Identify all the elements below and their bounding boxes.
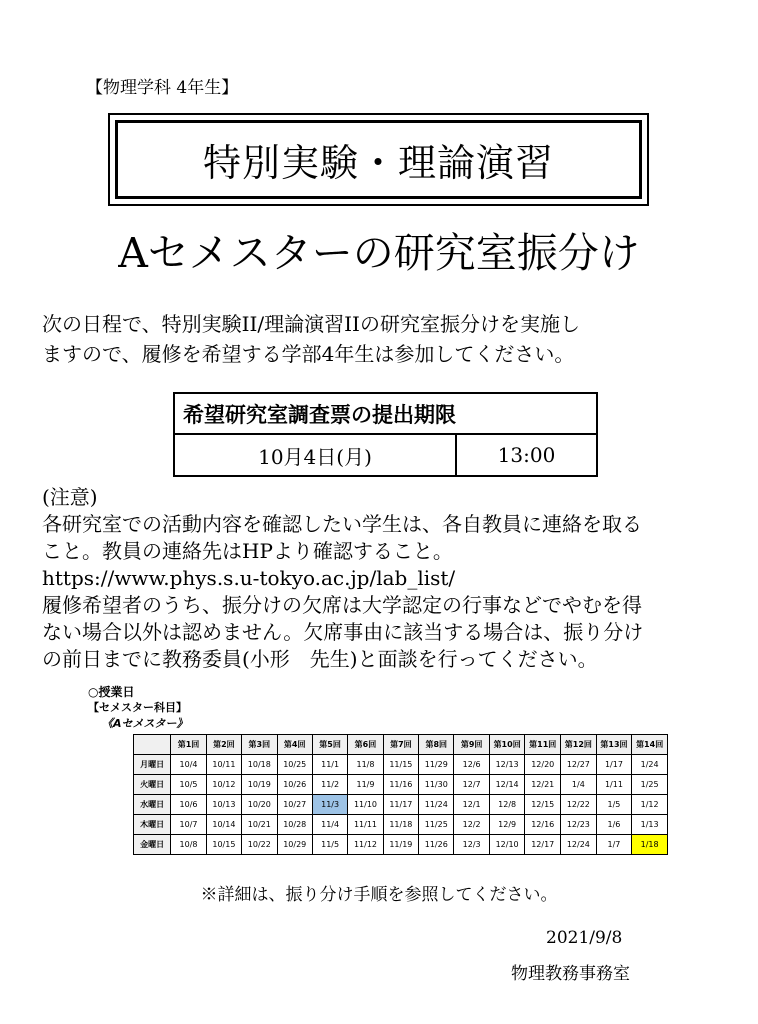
session-header: 第2回 [206,735,241,755]
class-date-cell: 12/13 [489,755,525,775]
class-date-cell: 11/18 [383,815,418,835]
class-date-cell: 12/14 [489,775,525,795]
notes-line: ない場合以外は認めません。欠席事由に該当する場合は、振り分け [42,620,644,644]
class-date-cell: 10/29 [277,835,312,855]
session-header: 第3回 [242,735,277,755]
schedule-row [134,775,668,795]
class-date-cell: 10/15 [206,835,241,855]
schedule-row [134,795,668,815]
notes-section [42,484,732,673]
session-header: 第8回 [419,735,454,755]
schedule-header-row [134,735,668,755]
schedule-heading: ○授業日 [88,685,135,699]
class-date-cell: 1/4 [561,775,597,795]
class-date-cell: 1/13 [632,815,668,835]
class-date-cell: 1/17 [596,755,632,775]
schedule-section [88,684,668,855]
schedule-row [134,755,668,775]
session-header: 第13回 [596,735,632,755]
session-header: 第12回 [561,735,597,755]
session-header: 第10回 [489,735,525,755]
class-date-cell: 11/24 [419,795,454,815]
session-header: 第14回 [632,735,668,755]
notes-line: の前日までに教務委員(小形 先生)と面談を行ってください。 [42,647,598,671]
class-date-cell: 12/1 [454,795,489,815]
schedule-subheading: 【セメスター科目】 [88,701,187,714]
class-date-cell: 12/17 [525,835,561,855]
session-header: 第4回 [277,735,312,755]
class-date-cell: 11/8 [348,755,383,775]
deadline-box [173,392,598,477]
class-date-cell: 10/13 [206,795,241,815]
notes-heading: (注意) [42,485,98,509]
class-date-cell: 12/6 [454,755,489,775]
intro-line: ますので、履修を希望する学部4年生は参加してください。 [42,342,575,366]
class-date-cell: 12/24 [561,835,597,855]
class-date-cell: 12/20 [525,755,561,775]
class-date-cell: 12/9 [489,815,525,835]
class-date-cell: 12/2 [454,815,489,835]
class-date-cell: 10/21 [242,815,277,835]
weekday-label: 木曜日 [134,815,171,835]
class-date-cell: 10/4 [171,755,206,775]
session-header: 第9回 [454,735,489,755]
notes-line: 履修希望者のうち、振分けの欠席は大学認定の行事などでやむを得 [42,593,642,617]
class-date-cell: 11/15 [383,755,418,775]
class-date-cell: 10/7 [171,815,206,835]
weekday-label: 水曜日 [134,795,171,815]
class-date-cell: 11/9 [348,775,383,795]
schedule-row [134,835,668,855]
class-date-cell: 1/25 [632,775,668,795]
class-date-cell: 11/5 [312,835,347,855]
class-date-cell: 12/16 [525,815,561,835]
class-date-cell: 11/29 [419,755,454,775]
class-date-cell: 10/14 [206,815,241,835]
class-date-cell: 11/2 [312,775,347,795]
deadline-row [175,435,596,475]
class-date-cell: 1/11 [596,775,632,795]
class-date-cell: 10/18 [242,755,277,775]
highlighted-date-cell: 11/3 [312,795,347,815]
class-date-cell: 12/27 [561,755,597,775]
class-date-cell: 10/22 [242,835,277,855]
class-date-cell: 10/11 [206,755,241,775]
class-date-cell: 1/12 [632,795,668,815]
title-box [108,113,649,206]
notes-line: 各研究室での活動内容を確認したい学生は、各自教員に連絡を取る [42,512,642,536]
deadline-date: 10月4日(月) [175,435,457,475]
class-date-cell: 10/20 [242,795,277,815]
class-date-cell: 11/16 [383,775,418,795]
class-date-cell: 11/10 [348,795,383,815]
session-header: 第11回 [525,735,561,755]
class-date-cell: 12/21 [525,775,561,795]
class-date-cell: 1/6 [596,815,632,835]
class-date-cell: 11/12 [348,835,383,855]
class-date-cell: 11/19 [383,835,418,855]
class-date-cell: 11/26 [419,835,454,855]
page-subtitle: Aセメスターの研究室振分け [118,229,640,277]
weekday-label: 火曜日 [134,775,171,795]
lab-list-link[interactable]: https://www.phys.s.u-tokyo.ac.jp/lab_list/ [42,566,456,590]
class-date-cell: 11/1 [312,755,347,775]
class-date-cell: 11/30 [419,775,454,795]
class-date-cell: 12/7 [454,775,489,795]
deadline-heading: 希望研究室調査票の提出期限 [175,394,596,435]
weekday-label: 月曜日 [134,755,171,775]
class-date-cell: 12/10 [489,835,525,855]
session-header: 第6回 [348,735,383,755]
class-date-cell: 11/17 [383,795,418,815]
notes-line: こと。教員の連絡先はHPより確認すること。 [42,539,453,563]
class-date-cell: 12/3 [454,835,489,855]
class-date-cell: 11/25 [419,815,454,835]
class-date-cell: 12/15 [525,795,561,815]
weekday-label: 金曜日 [134,835,171,855]
class-date-cell: 12/22 [561,795,597,815]
deadline-time: 13:00 [497,443,556,467]
intro-line: 次の日程で、特別実験II/理論演習IIの研究室振分けを実施し [42,312,580,336]
class-date-cell: 10/28 [277,815,312,835]
session-header: 第1回 [171,735,206,755]
class-date-cell: 10/25 [277,755,312,775]
class-date-cell: 10/19 [242,775,277,795]
class-date-cell: 1/24 [632,755,668,775]
highlighted-date-cell: 1/18 [632,835,668,855]
corner-cell [134,735,171,755]
session-header: 第7回 [383,735,418,755]
semester-label: 《Aセメスター》 [102,717,188,730]
class-date-cell: 1/5 [596,795,632,815]
schedule-table [133,734,668,855]
office-name: 物理教務事務室 [511,964,630,984]
issue-date: 2021/9/8 [546,928,623,948]
class-date-cell: 10/27 [277,795,312,815]
class-date-cell: 12/23 [561,815,597,835]
class-date-cell: 10/12 [206,775,241,795]
intro-text [42,309,722,369]
session-header: 第5回 [312,735,347,755]
target-audience: 【物理学科 4年生】 [86,78,239,98]
class-date-cell: 10/6 [171,795,206,815]
class-date-cell: 1/7 [596,835,632,855]
schedule-row [134,815,668,835]
class-date-cell: 12/8 [489,795,525,815]
class-date-cell: 11/11 [348,815,383,835]
class-date-cell: 11/4 [312,815,347,835]
class-date-cell: 10/5 [171,775,206,795]
class-date-cell: 10/8 [171,835,206,855]
page-title: 特別実験・理論演習 [115,120,642,199]
footnote: ※詳細は、振り分け手順を参照してください。 [200,885,558,905]
class-date-cell: 10/26 [277,775,312,795]
